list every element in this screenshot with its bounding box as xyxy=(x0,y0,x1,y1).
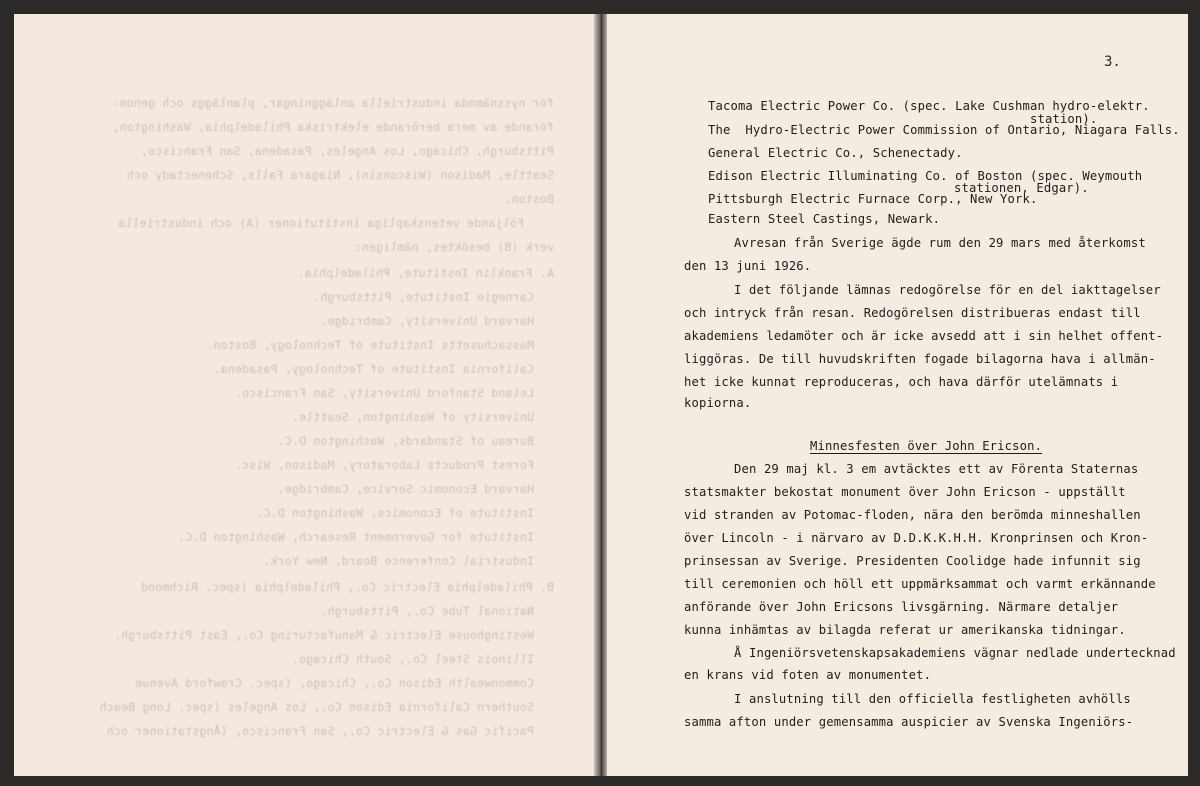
text-line: I det följande lämnas redogörelse för en del iakttagelser xyxy=(734,283,1161,297)
text-line: Pittsburgh Electric Furnace Corp., New York. xyxy=(708,192,1038,206)
text-line: och intryck från resan. Redogörelsen distribueras endast till xyxy=(684,306,1141,320)
left-page xyxy=(14,14,594,776)
bleed-line: Pacific Gas & Electric Co., San Francisco, (Ångstationer och xyxy=(106,724,534,738)
bleed-line: Följande vetenskapliga institutioner (A) och industriella xyxy=(117,216,524,230)
text-line: het icke kunnat reproduceras, och hava därför utelämnats i xyxy=(684,375,1119,389)
bleed-line: California Institute of Technology, Pasadena. xyxy=(213,362,534,376)
bleed-line: Pittsburgh, Chicago, Los Angeles, Pasadena, San Francisco, xyxy=(140,144,554,158)
bleed-line: Boston. xyxy=(504,192,554,206)
bleed-line: Seattle, Madison (Wisconsin), Niagara Falls, Schenectady och xyxy=(126,168,554,182)
text-line: Edison Electric Illuminating Co. of Boston (spec. Weymouth xyxy=(708,169,1143,183)
text-line: statsmakter bekostat monument över John Ericson - uppställt xyxy=(684,485,1126,499)
text-line: till ceremonien och höll ett uppmärksammat och varmt erkännande xyxy=(684,577,1156,591)
bleed-line: för nyssnämnda industriella anläggningar, planläggs och genom- xyxy=(112,96,554,110)
bleed-line: verk (B) besöktes, nämligen: xyxy=(354,240,554,254)
text-line: den 13 juni 1926. xyxy=(684,259,812,273)
text-line: kunna inhämtas av bilagda referat ur amerikanska tidningar. xyxy=(684,623,1126,637)
book-gutter xyxy=(594,14,607,776)
bleed-line: A. Franklin Institute, Philadelphia. xyxy=(297,266,554,280)
text-line: prinsessan av Sverige. Presidenten Coolidge hade infunnit sig xyxy=(684,554,1141,568)
bleed-line: Industrial Conference Board, New York. xyxy=(263,554,534,568)
section-heading: Minnesfesten över John Ericson. xyxy=(810,439,1043,453)
bleed-line: Massachusetts Institute of Technology, Boston. xyxy=(206,338,534,352)
text-line: anförande över John Ericsons livsgärning. Närmare detaljer xyxy=(684,600,1119,614)
bleed-line: Commonwealth Edison Co., Chicago, (spec. Crawford Avenue xyxy=(135,676,534,690)
bleed-line: Leland Stanford University, San Francisco. xyxy=(234,386,534,400)
bleed-line: förande av mera berörande elektriska Philadelphia, Washington, xyxy=(112,120,554,134)
text-line: vid stranden av Potomac-floden, nära den berömda minneshallen xyxy=(684,508,1141,522)
bleed-line: Illinois Steel Co., South Chicago. xyxy=(291,652,534,666)
text-line: Avresan från Sverige ägde rum den 29 mars med återkomst xyxy=(734,236,1146,250)
bleed-line: Institute for Government Research, Washington D.C. xyxy=(177,530,534,544)
text-line: The Hydro-Electric Power Commission of Ontario, Niagara Falls. xyxy=(708,123,1180,137)
text-line: liggöras. De till huvudskriften fogade bilagorna hava i allmän- xyxy=(684,352,1156,366)
bleed-line: Forest Products Laboratory, Madison, Wisc. xyxy=(234,458,534,472)
text-line: akademiens ledamöter och är icke avsedd att i sin helhet offent- xyxy=(684,329,1164,343)
page-number: 3. xyxy=(1104,54,1121,70)
text-line: General Electric Co., Schenectady. xyxy=(708,146,963,160)
bleed-line: National Tube Co., Pittsburgh. xyxy=(320,604,534,618)
bleed-line: Harvard Economic Service, Cambridge. xyxy=(277,482,534,496)
text-line: Tacoma Electric Power Co. (spec. Lake Cushman hydro-elektr. xyxy=(708,99,1150,113)
bleed-line: Southern California Edison Co., Los Angeles (spec. Long Beach xyxy=(99,700,534,714)
bleed-line: Harvard University, Cambridge. xyxy=(320,314,534,328)
text-line: Å Ingeniörsvetenskapsakademiens vägnar nedlade undertecknad xyxy=(734,646,1176,660)
left-page-bleed-through-text xyxy=(14,14,594,776)
text-line: Den 29 maj kl. 3 em avtäcktes ett av Förenta Staternas xyxy=(734,462,1139,476)
bleed-line: B. Philadelphia Electric Co., Philadelphia (spec. Richmond xyxy=(140,580,554,594)
bleed-line: Bureau of Standards, Washington D.C. xyxy=(277,434,534,448)
bleed-line: Institute of Economics, Washington D.C. xyxy=(256,506,534,520)
text-line: station). xyxy=(1030,112,1098,126)
text-line: stationen, Edgar). xyxy=(954,181,1089,195)
bleed-line: Carnegie Institute, Pittsburgh. xyxy=(313,290,534,304)
text-line: en krans vid foten av monumentet. xyxy=(684,668,932,682)
text-line: över Lincoln - i närvaro av D.D.K.K.H.H. Kronprinsen och Kron- xyxy=(684,531,1149,545)
bleed-line: Westinghouse Electric & Manufacturing Co., East Pittsburgh. xyxy=(113,628,534,642)
bleed-line: University of Washington, Seattle. xyxy=(291,410,534,424)
text-line: samma afton under gemensamma auspicier av Svenska Ingeniörs- xyxy=(684,715,1134,729)
text-line: I anslutning till den officiella festligheten avhölls xyxy=(734,692,1131,706)
text-line: kopiorna. xyxy=(684,396,752,410)
text-line: Eastern Steel Castings, Newark. xyxy=(708,212,941,226)
